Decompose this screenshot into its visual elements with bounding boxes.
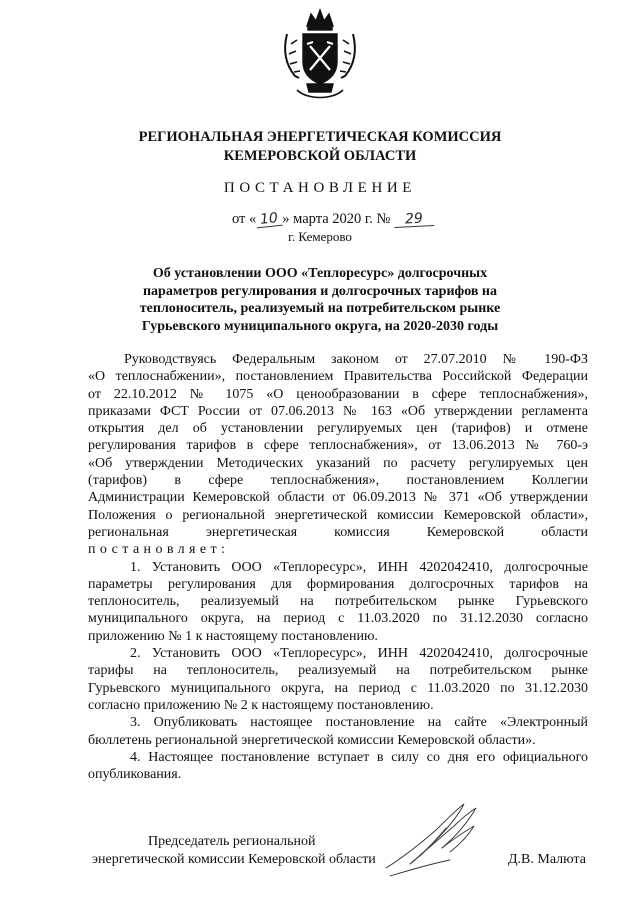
clause-1-line: параметры регулирования для формирования долгосрочных тарифов на [88,576,588,592]
body-line: Положения о региональной энергетической комиссии Кемеровской области», [88,507,588,523]
clause-2-line: согласно приложению № 2 к настоящему постановлению. [88,697,434,713]
document-body [88,351,588,783]
clause-2-line: Гурьевского муниципального округа, на период с 11.03.2020 по 31.12.2030 [88,680,588,696]
document-date-line [232,211,434,228]
body-line: «Об утверждении Методических указаний по расчету регулируемых цен [88,455,588,471]
body-line: открытия дел об установлении регулируемых цен (тарифов) и отмене [88,421,588,437]
body-line: Администрации Кемеровской области от 06.09.2013 № 371 «Об утверждении [88,490,588,506]
clause-1-line: 1. Установить ООО «Теплоресурс», ИНН 4202042410, долгосрочные [130,559,588,575]
handwritten-signature [380,798,500,882]
body-line: Руководствуясь Федеральным законом от 27.07.2010 № 190-ФЗ [124,352,588,367]
body-line: (тарифов) в сфере теплоснабжения», постановлением Коллегии [88,473,588,489]
clause-4-line: 4. Настоящее постановление вступает в силу со дня его официального [130,749,588,765]
signatory-position-line1: Председатель региональной [148,834,316,849]
date-prefix: от « [232,211,257,227]
coat-of-arms-emblem [277,4,363,106]
organization-name-line2: КЕМЕРОВСКОЙ ОБЛАСТИ [223,148,417,164]
clause-1-line: приложению № 1 к настоящему постановлению. [88,628,378,644]
clause-1-line: теплоноситель, реализуемый на потребительском рынке Гурьевского [88,594,588,610]
clause-2-line: тарифы на теплоноситель, реализуемый на потребительском рынке [88,663,588,679]
body-line: от 22.10.2012 № 1075 «О ценообразовании в сфере теплоснабжения», [88,386,588,402]
signatory-position-line2: энергетической комиссии Кемеровской области [92,852,376,867]
handwritten-document-number: 29 [394,211,435,228]
document-type: ПОСТАНОВЛЕНИЕ [223,180,417,196]
clause-2-line: 2. Установить ООО «Теплоресурс», ИНН 4202042410, долгосрочные [130,646,588,662]
resolution-word: постановляет: [88,542,230,558]
title-line: теплоноситель, реализуемый на потребительском рынке [139,301,501,316]
date-rest: » марта 2020 г. № [282,211,391,227]
body-line: региональная энергетическая комиссия Кемеровской области [88,524,588,540]
clause-3-line: 3. Опубликовать настоящее постановление на сайте «Электронный [130,715,588,731]
body-line: «О теплоснабжении», постановлением Правительства Российской Федерации [88,369,588,385]
title-line: параметров регулирования и долгосрочных тарифов на [142,283,497,299]
organization-name-line1: РЕГИОНАЛЬНАЯ ЭНЕРГЕТИЧЕСКАЯ КОМИССИЯ [138,129,502,145]
clause-1-line: муниципального округа, на период с 11.03.2020 по 31.12.2030 согласно [88,611,588,627]
clause-3-line: бюллетень региональной энергетической комиссии Кемеровской области». [88,732,536,748]
city: г. Кемерово [288,229,352,244]
clause-4-line: опубликования. [88,767,182,783]
body-line: регулирования тарифов в сфере теплоснабжения», от 13.06.2013 № 760-э [88,438,588,454]
title-line: Об установлении ООО «Теплоресурс» долгосрочных [152,266,488,281]
signatory-name: Д.В. Малюта [508,852,586,867]
document-title [95,265,545,335]
title-line: Гурьевского муниципального округа, на 2020-2030 годы [141,318,499,334]
body-line: приказами ФСТ России от 07.06.2013 № 163 «Об утверждении регламента [88,403,588,419]
handwritten-day: 10 [256,211,283,229]
